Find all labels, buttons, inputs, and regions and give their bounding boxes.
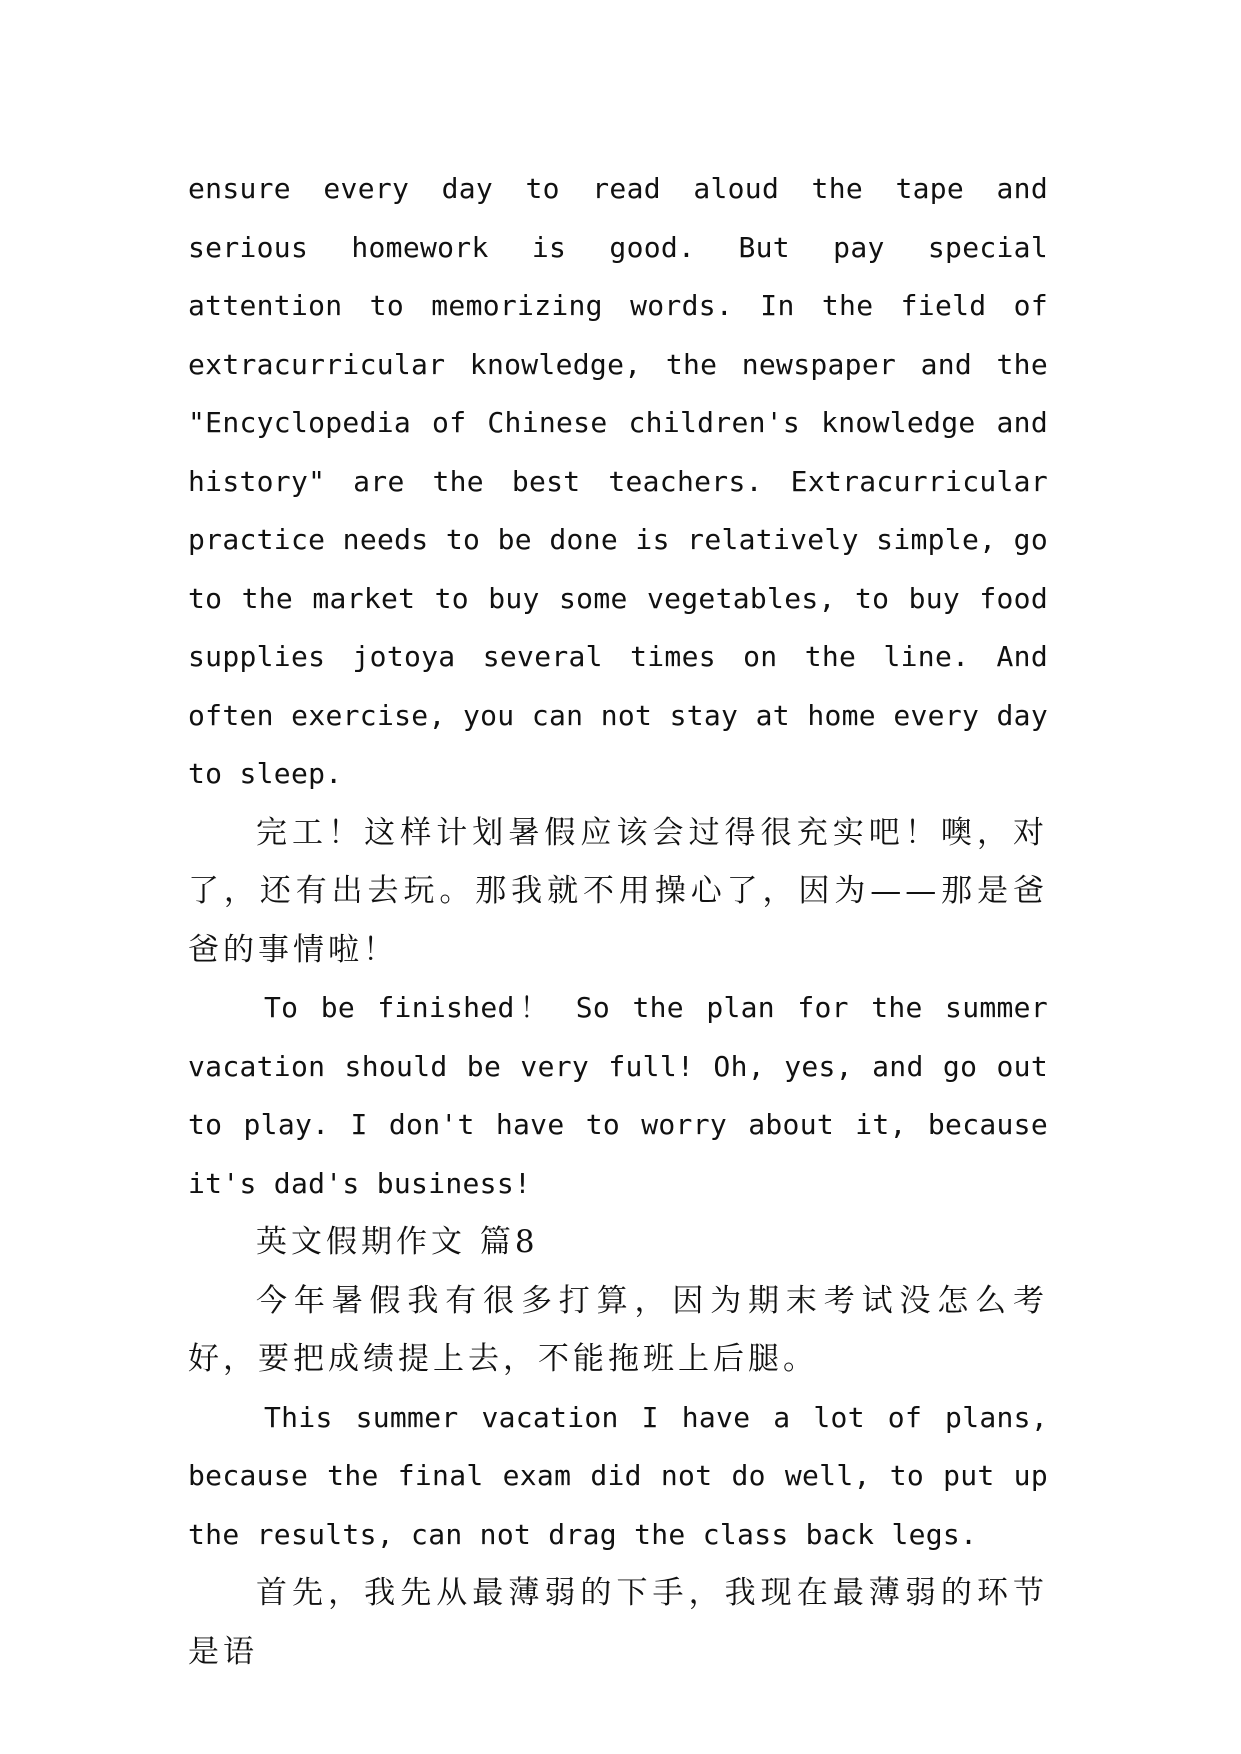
paragraph-english-summer-plans: This summer vacation I have a lot of plans, because the final exam did not do well, to put up the results, can not drag the class back legs. <box>188 1400 1048 1551</box>
paragraph-chinese-finished: 完工！这样计划暑假应该会过得很充实吧！噢，对了，还有出去玩。那我就不用操心了，因为——那是爸爸的事情啦！ <box>188 814 1048 968</box>
paragraph-chinese-summer-plans: 今年暑假我有很多打算，因为期末考试没怎么考好，要把成绩提上去，不能拖班上后腿。 <box>188 1282 1048 1377</box>
paragraph-chinese-first-step: 首先，我先从最薄弱的下手，我现在最薄弱的环节是语 <box>188 1575 1048 1670</box>
section-heading: 英文假期作文 篇8 <box>256 1224 539 1260</box>
paragraph-english-finished: To be finished！ So the plan for the summer vacation should be very full! Oh, yes, and go out to play. I don't have to worry about it, because it's dad's business! <box>188 991 1048 1200</box>
document-page <box>188 160 1048 1681</box>
paragraph-english-study-plan: ensure every day to read aloud the tape and serious homework is good. But pay special attention to memorizing words. In the field of extracurricular knowledge, the newspaper and the "Encyclopedia of Chinese children's knowledge and history" are the best teachers. Extracurricular practice needs to be done is relatively simple, go to the market to buy some vegetables, to buy food supplies jotoya several times on the line. And often exercise, you can not stay at home every day to sleep. <box>188 172 1048 790</box>
